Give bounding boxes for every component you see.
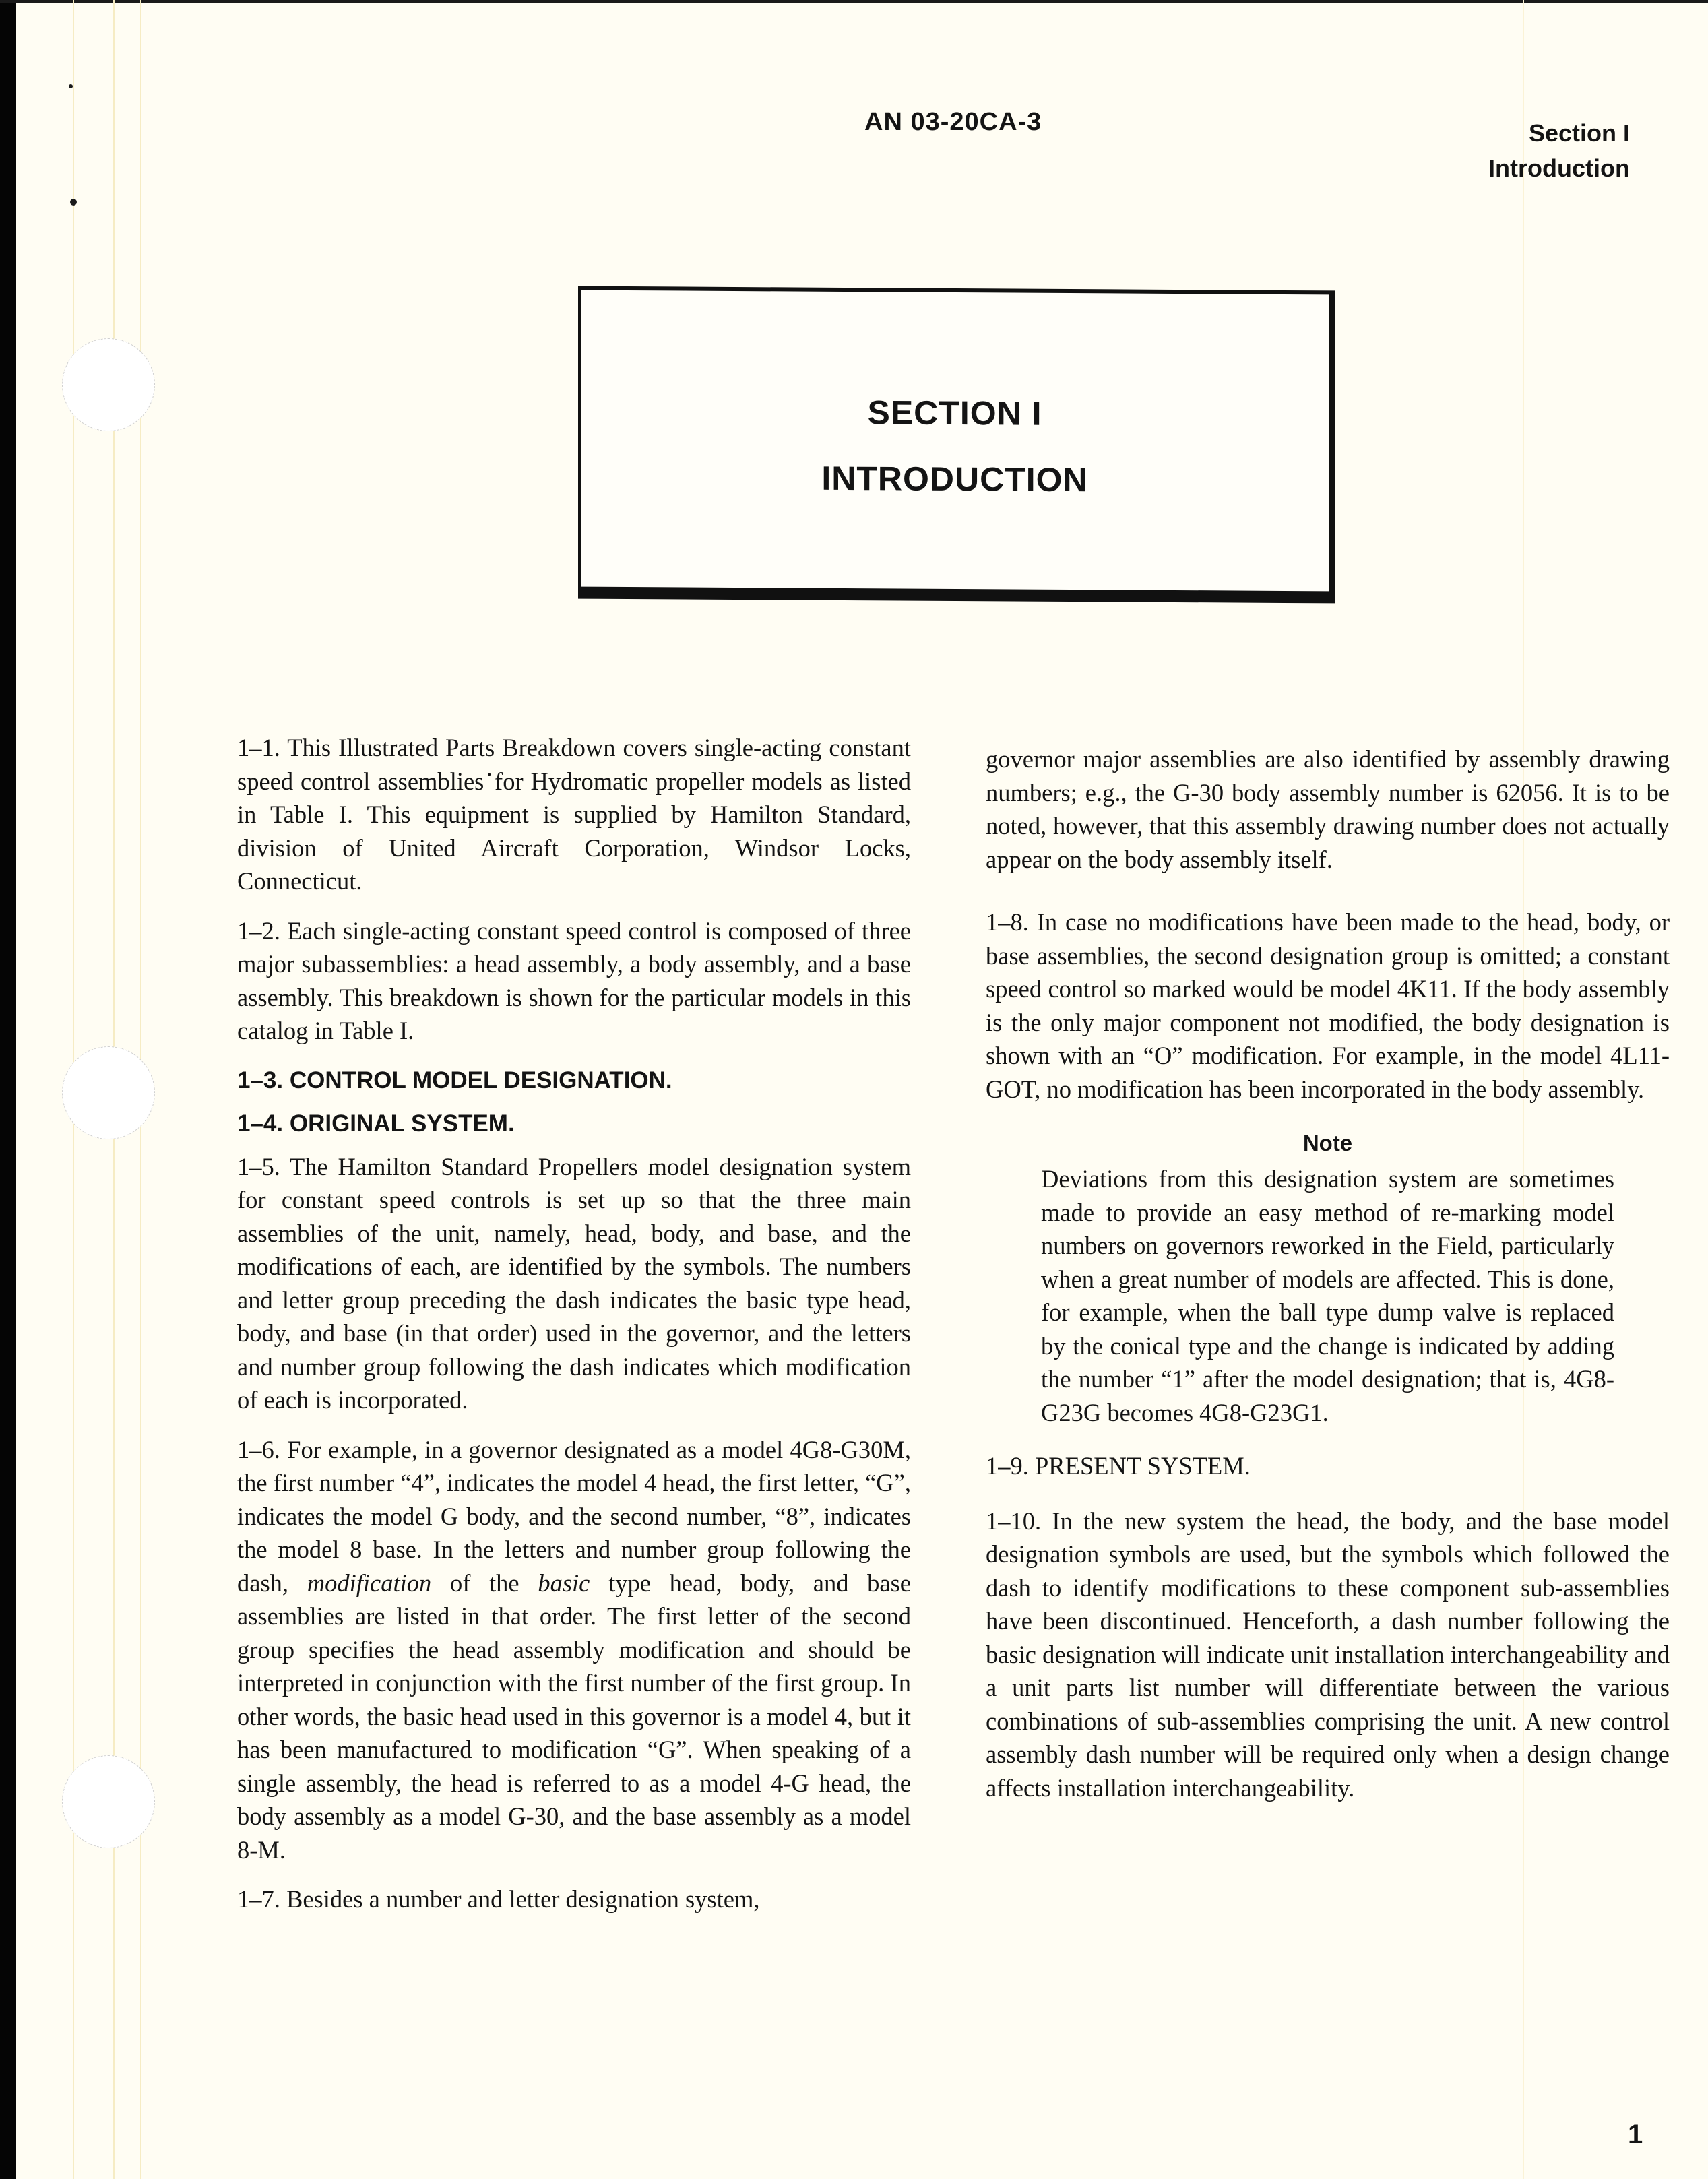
paragraph-1-6 (237, 1433, 911, 1867)
paragraph-1-7-continued: governor major assemblies are also identified by assembly drawing numbers; e.g., the G-30 body assembly number is 62056. It is to be noted, however, that this assembly drawing number does not actually appear on the body assembly itself. (986, 745, 1670, 873)
paragraph-1-1: 1–1. This Illustrated Parts Breakdown covers single-acting constant speed control assemblies˙for Hydromatic propeller models as listed in Table I. This equipment is supplied by Hamilton Standard, division of United Aircraft Corporation, Windsor Locks, Connecticut. (237, 734, 911, 895)
section-title-box (578, 286, 1335, 604)
text-span: type head, body, and base assemblies are listed in that order. The first letter of the second group specifies the head assembly modification and should be interpreted in conjunction with the first number of the first group. In other words, the basic head used in this governor is a model 4, but it has been manufactured to modification “G”. When speaking of a single assembly, the head is referred to as a model 4-G head, the body assembly as a model G-30, and the base assembly as a model 8-M. (237, 1569, 912, 1864)
emphasis-modification: modification (307, 1569, 432, 1597)
running-header (1488, 116, 1630, 186)
right-column (986, 743, 1670, 1821)
ink-speck (69, 84, 73, 88)
page-number: 1 (1628, 2120, 1643, 2149)
left-column (237, 731, 911, 1932)
heading-1-3: 1–3. CONTROL MODEL DESIGNATION. (237, 1067, 672, 1094)
punch-hole (62, 1046, 155, 1139)
section-name: Introduction (1488, 154, 1630, 182)
punch-hole (62, 338, 155, 431)
note-body: Deviations from this designation system are sometimes made to provide an easy method of re-marking model numbers on governors reworked in the Field, particularly when a great number of models are affected. This is done, for example, when the ball type dump valve is replaced by the conical type and the change is indicated by adding the number “1” after the model designation; that is, 4G8-G23G becomes 4G8-G23G1. (1041, 1165, 1614, 1426)
heading-1-4: 1–4. ORIGINAL SYSTEM. (237, 1110, 515, 1137)
punch-hole (62, 1755, 155, 1848)
text-span: 1–6. For example, in a governor designated as a model 4G8-G30M, the first number “4”, indicates the model 4 head, the first letter, “G”, indicates the model G body, and the second number, “8”, indicates the model 8 base. In the letters and number group following the dash, (237, 1435, 911, 1597)
section-title (581, 391, 1329, 501)
paragraph-1-5: 1–5. The Hamilton Standard Propellers model designation system for constant speed controls is set up so that the three main assemblies of the unit, namely, head, body, and base, and the modifications of each, are identified by the symbols. The numbers and letter group preceding the dash indicates the basic type head, body, and base (in that order) used in the governor, and the letters and number group following the dash indicates which modification of each is incorporated. (237, 1152, 911, 1414)
section-title-number: SECTION I (867, 393, 1042, 433)
note-label: Note (1302, 1131, 1353, 1156)
emphasis-basic: basic (538, 1569, 590, 1597)
paragraph-1-8: 1–8. In case no modifications have been made to the head, body, or base assemblies, the second designation group is omitted; a constant speed control so marked would be model 4K11. If the body assembly is the only major component not modified, the body designation is shown with an “O” modification. For example, in the model 4L11-GOT, no modification has been incorporated in the body assembly. (986, 908, 1670, 1103)
scan-top-edge (0, 0, 1708, 3)
paragraph-1-2: 1–2. Each single-acting constant speed control is composed of three major subassemblies: a head assembly, a body assembly, and a base assembly. This breakdown is shown for the particular models in this catalog in Table I. (237, 916, 911, 1044)
section-label: Section I (1528, 119, 1630, 147)
scan-edge (0, 0, 16, 2179)
text-span: of the (431, 1569, 538, 1597)
document-number: AN 03-20CA-3 (864, 108, 1042, 136)
ink-speck (70, 199, 77, 206)
section-title-name: INTRODUCTION (821, 459, 1088, 499)
heading-1-9: 1–9. PRESENT SYSTEM. (986, 1452, 1251, 1480)
paragraph-1-7-start: 1–7. Besides a number and letter designation system, (237, 1885, 760, 1913)
paragraph-1-10: 1–10. In the new system the head, the body, and the base model designation symbols are used, but the symbols which followed the dash to identify modifications to these component sub-assemblies have been discontinued. Henceforth, a dash number following the basic designation will indicate unit installation interchangeability and a unit parts list number will differentiate between the various combinations of sub-assemblies comprising the unit. A new control assembly dash number will be required only when a design change affects installation interchangeability. (986, 1507, 1670, 1802)
